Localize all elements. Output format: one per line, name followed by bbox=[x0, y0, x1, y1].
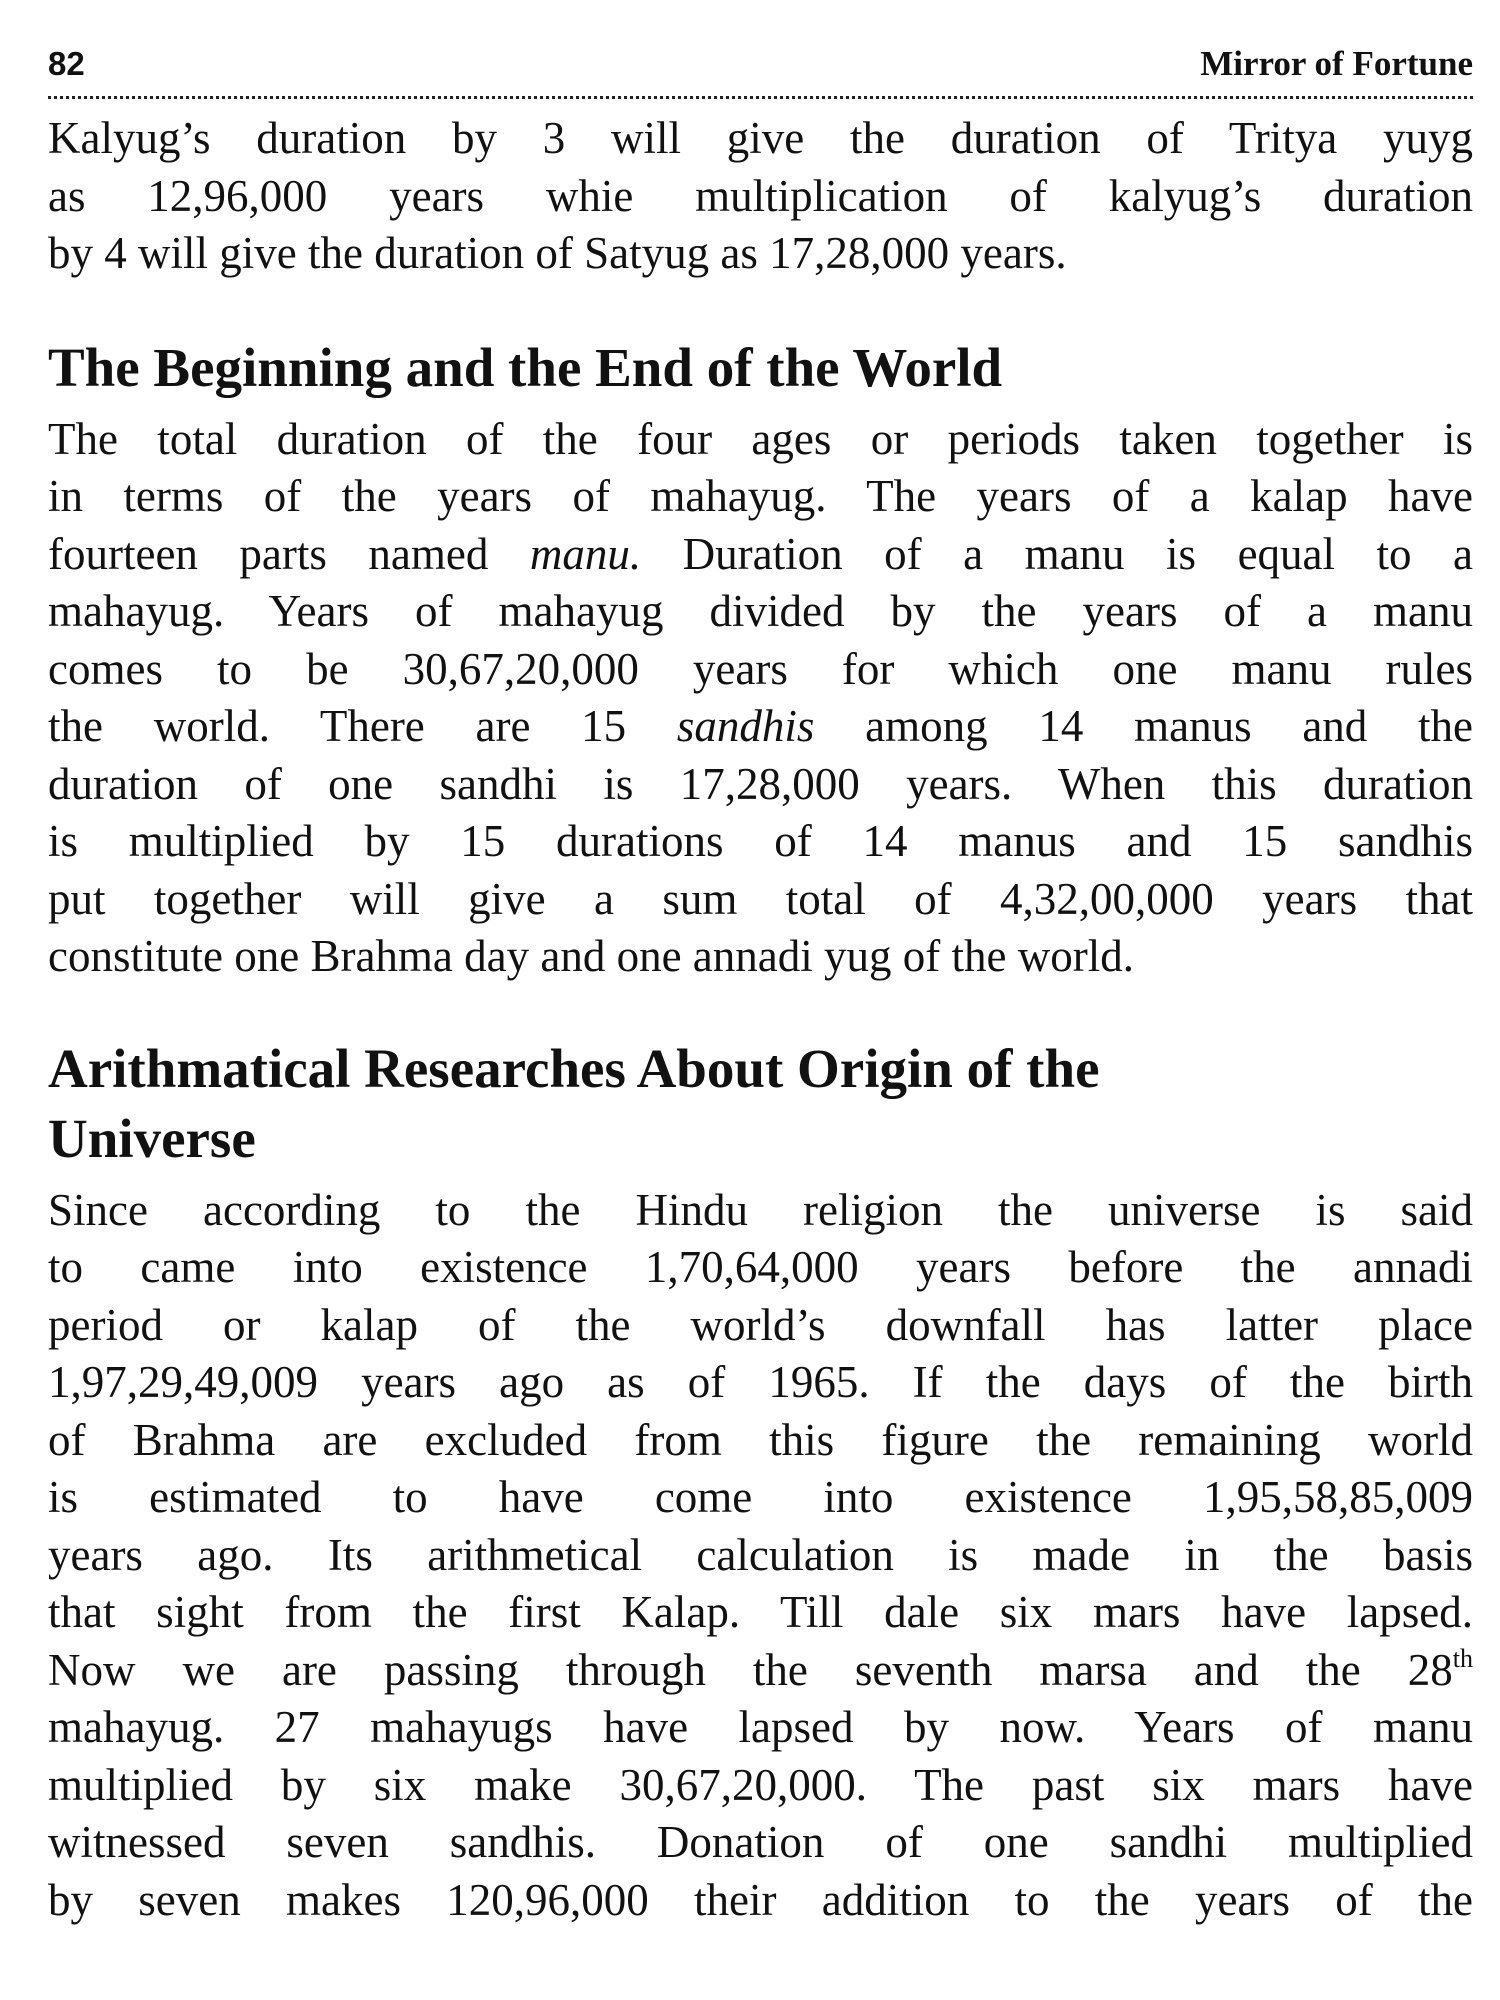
text-line: by seven makes 120,96,000 their addition to the years of the bbox=[48, 1874, 1473, 1925]
heading-line: Arithmatical Researches About Origin of the bbox=[48, 1037, 1100, 1099]
section2-paragraph bbox=[48, 1182, 1473, 1930]
superscript: th bbox=[1452, 1643, 1473, 1673]
text-segment: Now we are passing through the seventh marsa and the 28 bbox=[48, 1644, 1453, 1695]
page-header bbox=[48, 40, 1473, 92]
section-heading bbox=[48, 1034, 1473, 1174]
section-heading: The Beginning and the End of the World bbox=[48, 336, 1003, 398]
text-segment: Duration of a manu is equal to a bbox=[682, 528, 1474, 579]
text-line: to came into existence 1,70,64,000 years before the annadi bbox=[48, 1242, 1473, 1292]
text-line: in terms of the years of mahayug. The years of a kalap have bbox=[48, 471, 1473, 521]
text-line bbox=[48, 526, 1473, 584]
text-line: put together will give a sum total of 4,32,00,000 years that bbox=[48, 873, 1473, 924]
text-line: as 12,96,000 years whie multiplication of kalyug’s duration bbox=[48, 170, 1473, 221]
text-line: is multiplied by 15 durations of 14 manus and 15 sandhis bbox=[48, 816, 1473, 866]
text-line: comes to be 30,67,20,000 years for which one manu rules bbox=[48, 643, 1473, 694]
text-line: years ago. Its arithmetical calculation is made in the basis bbox=[48, 1529, 1473, 1580]
text-line bbox=[48, 1642, 1473, 1700]
running-title: Mirror of Fortune bbox=[1200, 44, 1473, 83]
text-line: mahayug. 27 mahayugs have lapsed by now. Years of manu bbox=[48, 1702, 1473, 1752]
text-segment: fourteen parts named bbox=[48, 528, 489, 579]
text-line: period or kalap of the world’s downfall has latter place bbox=[48, 1299, 1473, 1350]
text-line: constitute one Brahma day and one annadi yug of the world. bbox=[48, 931, 1134, 981]
heading-line: Universe bbox=[48, 1107, 256, 1169]
text-line: is estimated to have come into existence 1,95,58,85,009 bbox=[48, 1472, 1473, 1522]
italic-term: manu. bbox=[529, 528, 642, 579]
text-line: multiplied by six make 30,67,20,000. The past six mars have bbox=[48, 1759, 1473, 1810]
text-line: that sight from the first Kalap. Till dale six mars have lapsed. bbox=[48, 1587, 1473, 1637]
header-dotted-rule bbox=[48, 96, 1473, 99]
text-line: witnessed seven sandhis. Donation of one sandhi multiplied bbox=[48, 1817, 1473, 1867]
text-line bbox=[48, 698, 1473, 756]
text-line: Kalyug’s duration by 3 will give the duration of Tritya yuyg bbox=[48, 113, 1473, 163]
text-segment: the world. There are 15 bbox=[48, 701, 627, 751]
text-line: The total duration of the four ages or periods taken together is bbox=[48, 413, 1473, 464]
text-line: of Brahma are excluded from this figure the remaining world bbox=[48, 1414, 1473, 1465]
text-line: mahayug. Years of mahayug divided by the years of a manu bbox=[48, 586, 1473, 636]
page-number: 82 bbox=[48, 45, 85, 82]
italic-term: sandhis bbox=[676, 701, 815, 751]
text-line: Since according to the Hindu religion the universe is said bbox=[48, 1184, 1473, 1235]
section1-paragraph bbox=[48, 411, 1473, 986]
page-content bbox=[48, 110, 1473, 1929]
intro-paragraph bbox=[48, 110, 1473, 283]
text-line: duration of one sandhi is 17,28,000 years. When this duration bbox=[48, 758, 1473, 809]
text-line: by 4 will give the duration of Satyug as 17,28,000 years. bbox=[48, 228, 1067, 278]
text-line: 1,97,29,49,009 years ago as of 1965. If the days of the birth bbox=[48, 1357, 1473, 1407]
text-segment: among 14 manus and the bbox=[865, 701, 1474, 751]
